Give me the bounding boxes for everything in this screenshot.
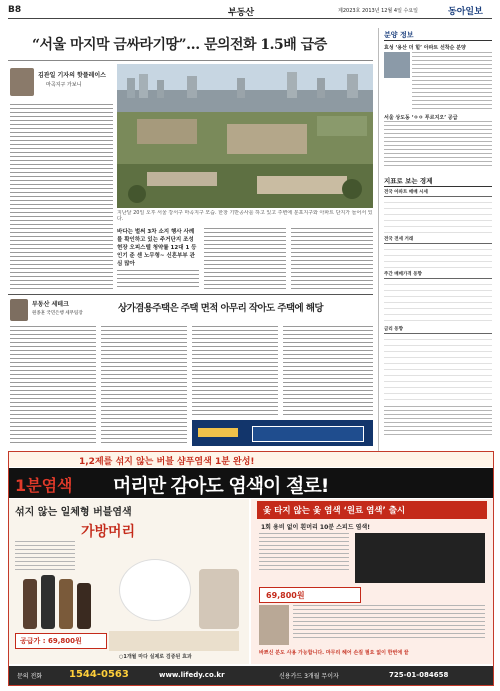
small-banner-ad[interactable] [192,420,373,446]
ad-top-banner [9,452,493,467]
columnist-photo [10,299,28,321]
market-table1 [384,196,492,233]
sidebar-item1-photo [384,52,410,78]
market-sub3: 주간 매매가격 동향 [384,272,422,277]
column-body-col2 [101,326,187,446]
sidebar-item1-title: 효성 ‘용산 더 힐’ 아파트 선착순 분양 [384,45,466,51]
ad-brand-script: 가방머리 [81,524,136,540]
column-headline: 상가겸용주택은 주택 면적 아무리 작아도 주택에 해당 [118,303,323,314]
market-table-title: 지표로 보는 경제 [384,177,433,185]
sidebar-item2-title: 서울 상도동 ‘ㅇㅇ 푸르지오’ 공급 [384,115,458,121]
ad-right-bullets [259,533,349,573]
market-sub4: 금리 동향 [384,327,403,332]
ad-right-phone[interactable]: 725-01-084658 [389,671,449,679]
page-number: B8 [8,5,22,15]
ad-right-panel [251,499,493,664]
ad-right-price: 69,800원 [266,591,305,600]
ad-product-bottle [41,575,55,629]
ad-footer-right: 신용카드 3개월 무이자 [279,673,339,680]
ad-top-text: 1,2제를 섞지 않는 버블 샴푸염색 1분 완성! [79,457,255,467]
column-author: 원종훈 국민은행 세무팀장 [32,311,83,316]
column-label: 부동산 세테크 [32,301,69,308]
ad-right-product-image [355,533,485,583]
ad-phone-number[interactable]: 1544-0563 [69,669,129,680]
ad-right-body [293,605,485,641]
column-body-col1 [10,326,96,446]
ad-phone-label: 문의 전화 [17,673,43,680]
sidebar-item2-body [384,121,492,167]
byline-subtitle: 마곡지구 가보니 [46,82,82,88]
article-body-col2 [117,270,199,289]
ad-website-link[interactable]: www.lifedy.co.kr [159,671,225,679]
masthead-logo: 동아일보 [448,7,483,17]
column-body-col3 [192,326,278,416]
ad-color-swatches [109,631,239,651]
ad-headline-left: 1분염색 [15,476,73,495]
reporter-photo [10,68,34,96]
byline-box [10,66,110,100]
column-body-col4 [283,326,373,416]
ad-footer [9,666,493,685]
ad-price-label: 공급가 : 69,800원 [20,637,82,645]
byline-title: 김관일 기자의 핫플레이스 [38,72,106,79]
ad-right-title: 옻 타지 않는 옻 염색 ‘원료 염색’ 출시 [263,506,406,516]
photo-caption: 지난달 20일 오후 서울 강서구 마곡지구 모습. 한창 기반공사를 하고 있고 주변에 분포지구와 아파트 단지가 들어서 있다. [117,210,373,222]
issue-date: 제2023호 2013년 12월 4일 수요일 [338,8,418,14]
page-header [8,4,492,19]
ad-product-bottle [23,579,37,629]
ad-headline-main: 머리만 감아도 염색이 절로! [113,475,329,497]
ad-product-bottle [77,583,91,629]
article-subhead: 바다는 벌써 3차 소지 행사 사례를 확인하고 있는 주거단지 조성 현장 오피스텔 청약률 12대 1 등 인기 준 센 노무형~ 신혼부부 관심 많아 [117,229,197,267]
market-table4 [384,333,492,400]
ad-headline-bar [9,468,493,498]
ad-left-panel [9,499,249,664]
ad-right-price-box [259,587,361,603]
market-table2 [384,243,492,268]
article-body-col3 [204,228,286,289]
main-photo [117,64,373,208]
ad-product-bottle [59,579,73,629]
market-table3 [384,278,492,321]
hair-dye-ad[interactable] [8,451,494,686]
article-body-col1 [10,104,113,289]
section-name: 부동산 [228,8,255,18]
ad-left-bullets [15,541,75,571]
market-sub2: 전국 전세 거래 [384,237,414,242]
ad-sub-left: 섞지 않는 일체형 버블염색 [15,507,132,518]
ad-right-title-bar [257,501,487,519]
market-sub1: 전국 아파트 매매 시세 [384,190,428,195]
sidebar-footnote [384,406,492,436]
article-body-col4 [291,228,373,289]
ad-right-notice: 바쁘신 분도 사용 가능합니다. 마무리 헤어 손질 필요 없이 한번에 끝 [259,650,409,656]
ad-model-image [199,569,239,629]
ad-promo-text: ○1개월 마다 실제로 검증된 효과 [119,654,192,660]
ad-foam-image [119,559,191,621]
sidebar-item1-body [412,52,492,112]
ad-price-box [15,633,107,649]
ad-right-model [259,605,289,645]
sidebar-title: 분양 정보 [384,31,414,39]
main-headline: “서울 마지막 금싸라기땅”… 문의전화 1.5배 급증 [32,37,327,53]
ad-right-sub: 1회 용비 없이 흰머리 10분 스피드 염색! [261,524,370,531]
